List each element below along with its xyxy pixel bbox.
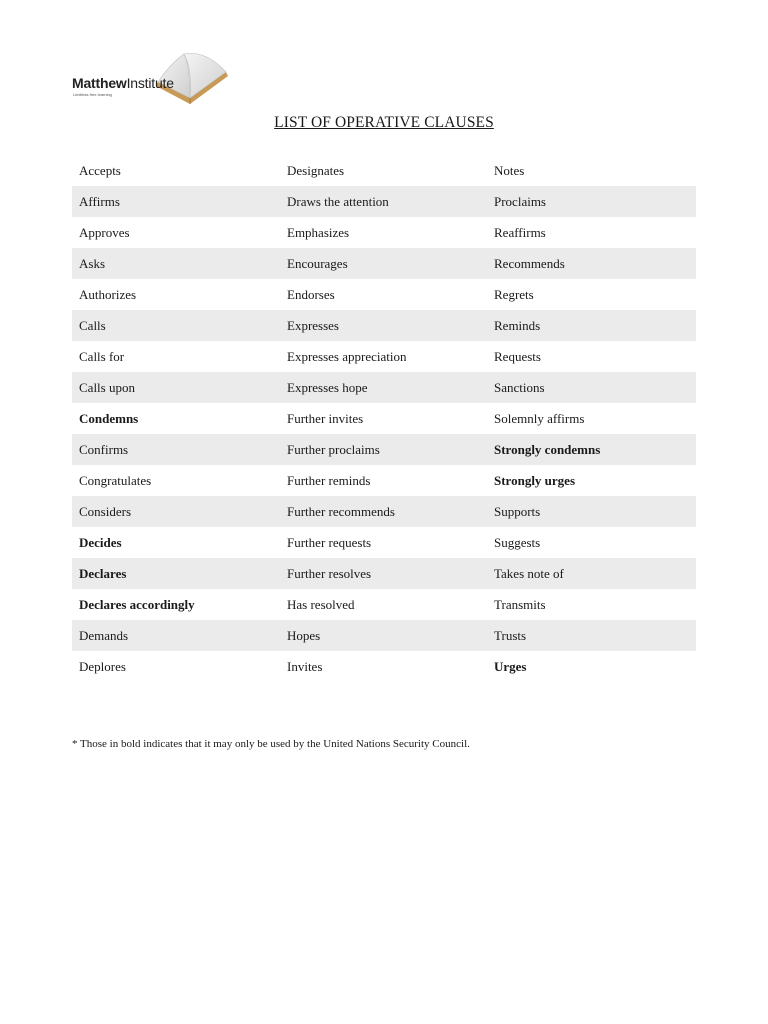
table-cell: Condemns [79,410,139,426]
table-row [72,279,696,310]
table-row [72,310,696,341]
table-cell: Further resolves [287,565,372,581]
table-cell: Transmits [494,596,546,612]
table-row [72,558,696,589]
table-row [72,527,696,558]
logo-name-regular: Institute [126,75,174,91]
table-cell: Designates [287,162,345,178]
table-row [72,589,696,620]
table-cell: Sanctions [494,379,545,395]
table-cell: Strongly condemns [494,441,601,457]
table-cell: Declares [79,565,127,581]
table-cell: Solemnly affirms [494,410,585,426]
table-cell: Proclaims [494,193,546,209]
table-cell: Further proclaims [287,441,380,457]
logo-name-bold: Matthew [72,75,127,91]
table-cell: Requests [494,348,541,364]
logo-wordmark [72,75,174,91]
table-cell: Further recommends [287,503,395,519]
table-row [72,155,696,186]
table-cell: Calls for [79,348,125,364]
table-cell: Has resolved [287,596,355,612]
table-cell: Notes [494,162,525,178]
table-cell: Urges [494,658,527,674]
table-cell: Suggests [494,534,541,550]
table-cell: Regrets [494,286,534,302]
table-cell: Takes note of [494,565,564,581]
table-row [72,465,696,496]
table-row [72,248,696,279]
table-row [72,403,696,434]
table-cell: Expresses hope [287,379,368,395]
table-cell: Endorses [287,286,335,302]
table-cell: Recommends [494,255,565,271]
table-cell: Confirms [79,441,129,457]
table-row [72,341,696,372]
table-cell: Hopes [287,627,321,643]
matthew-institute-logo [72,46,232,110]
table-cell: Further reminds [287,472,371,488]
table-cell: Emphasizes [287,224,350,240]
table-cell: Accepts [79,162,121,178]
table-cell: Congratulates [79,472,152,488]
table-cell: Asks [79,255,106,271]
table-row [72,372,696,403]
table-cell: Strongly urges [494,472,576,488]
logo-tagline: Limitless free learning [73,92,112,97]
table-row [72,217,696,248]
table-row [72,186,696,217]
page-title: LIST OF OPERATIVE CLAUSES [274,114,494,131]
table-cell: Draws the attention [287,193,389,209]
table-cell: Considers [79,503,131,519]
table-cell: Demands [79,627,129,643]
table-cell: Calls upon [79,379,135,395]
table-cell: Expresses [287,317,339,333]
table-cell: Reaffirms [494,224,546,240]
table-cell: Expresses appreciation [287,348,407,364]
footnote: * Those in bold indicates that it may only be used by the United Nations Security Council. [72,738,470,750]
table-row [72,620,696,651]
table-cell: Encourages [287,255,348,271]
table-cell: Trusts [494,627,527,643]
table-cell: Further invites [287,410,364,426]
table-cell: Further requests [287,534,372,550]
operative-clauses-table [72,155,696,682]
table-cell: Reminds [494,317,541,333]
table-cell: Decides [79,534,122,550]
table-cell: Supports [494,503,541,519]
table-cell: Declares accordingly [79,596,195,612]
table-cell: Deplores [79,658,126,674]
table-row [72,434,696,465]
table-cell: Affirms [79,193,120,209]
table-cell: Invites [287,658,323,674]
table-cell: Authorizes [79,286,137,302]
table-row [72,496,696,527]
table-cell: Calls [79,317,106,333]
table-cell: Approves [79,224,130,240]
table-row [72,651,696,682]
